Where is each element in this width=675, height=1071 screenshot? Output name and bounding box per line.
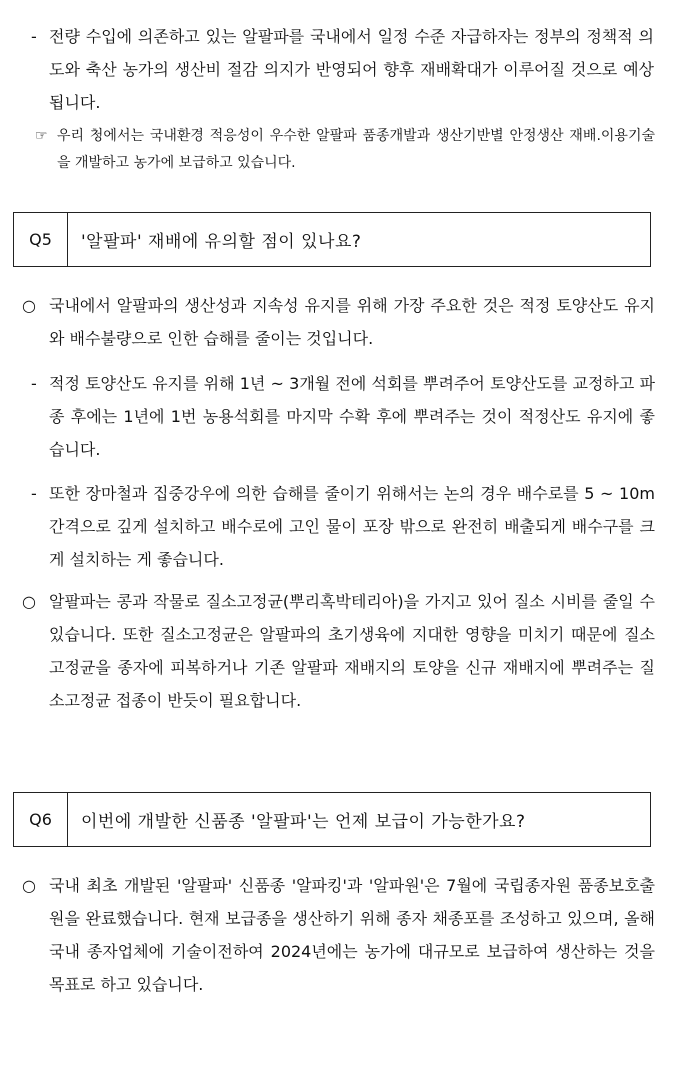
dash-marker: - [31, 27, 37, 46]
question-number: Q5 [14, 213, 68, 266]
circle-marker: ○ [22, 592, 36, 611]
circle-marker: ○ [22, 876, 36, 895]
circle-marker: ○ [22, 296, 36, 315]
dash-marker: - [31, 374, 37, 393]
question-number: Q6 [14, 793, 68, 846]
intro-text: 전량 수입에 의존하고 있는 알팔파를 국내에서 일정 수준 자급하자는 정부의 정책적 의도와 축산 농가의 생산비 절감 의지가 반영되어 향후 재배확대가 이루어질 것으로 예상됩니다. [49, 27, 654, 112]
answer-text: 또한 장마철과 집중강우에 의한 습해를 줄이기 위해서는 논의 경우 배수로를 5 ~ 10m 간격으로 깊게 설치하고 배수로에 고인 물이 포장 밖으로 완전히 배출되게 배수구를 크게 설치하는 게 좋습니다. [49, 484, 655, 569]
question-box-q6 [13, 792, 651, 847]
question-text: 이번에 개발한 신품종 '알팔파'는 언제 보급이 가능한가요? [81, 812, 526, 832]
pointing-hand-icon: ☞ [35, 128, 48, 144]
answer-text: 국내 최초 개발된 '알팔파' 신품종 '알파킹'과 '알파원'은 7월에 국립종자원 품종보호출원을 완료했습니다. 현재 보급종을 생산하기 위해 종자 채종포를 조성하고 있으며, 올해 국내 종자업체에 기술이전하여 2024년에는 농가에 대규모로 보급하여 생산하는 것을 목표로 하고 있습니다. [49, 876, 655, 994]
intro-note-text: 우리 청에서는 국내환경 적응성이 우수한 알팔파 품종개발과 생산기반별 안정생산 재배.이용기술을 개발하고 농가에 보급하고 있습니다. [57, 128, 655, 171]
question-text: '알팔파' 재배에 유의할 점이 있나요? [81, 232, 362, 252]
dash-marker: - [31, 484, 37, 503]
question-box-q5 [13, 212, 651, 267]
answer-text: 국내에서 알팔파의 생산성과 지속성 유지를 위해 가장 주요한 것은 적정 토양산도 유지와 배수불량으로 인한 습해를 줄이는 것입니다. [49, 296, 655, 348]
answer-text: 알팔파는 콩과 작물로 질소고정균(뿌리혹박테리아)을 가지고 있어 질소 시비를 줄일 수 있습니다. 또한 질소고정균은 알팔파의 초기생육에 지대한 영향을 미치기 때문에 질소고정균을 종자에 피복하거나 기존 알팔파 재배지의 토양을 신규 재배지에 뿌려주는 질소고정균 접종이 반듯이 필요합니다. [49, 592, 655, 710]
answer-text: 적정 토양산도 유지를 위해 1년 ~ 3개월 전에 석회를 뿌려주어 토양산도를 교정하고 파종 후에는 1년에 1번 농용석회를 마지막 수확 후에 뿌려주는 것이 적정산도 유지에 좋습니다. [49, 374, 655, 459]
